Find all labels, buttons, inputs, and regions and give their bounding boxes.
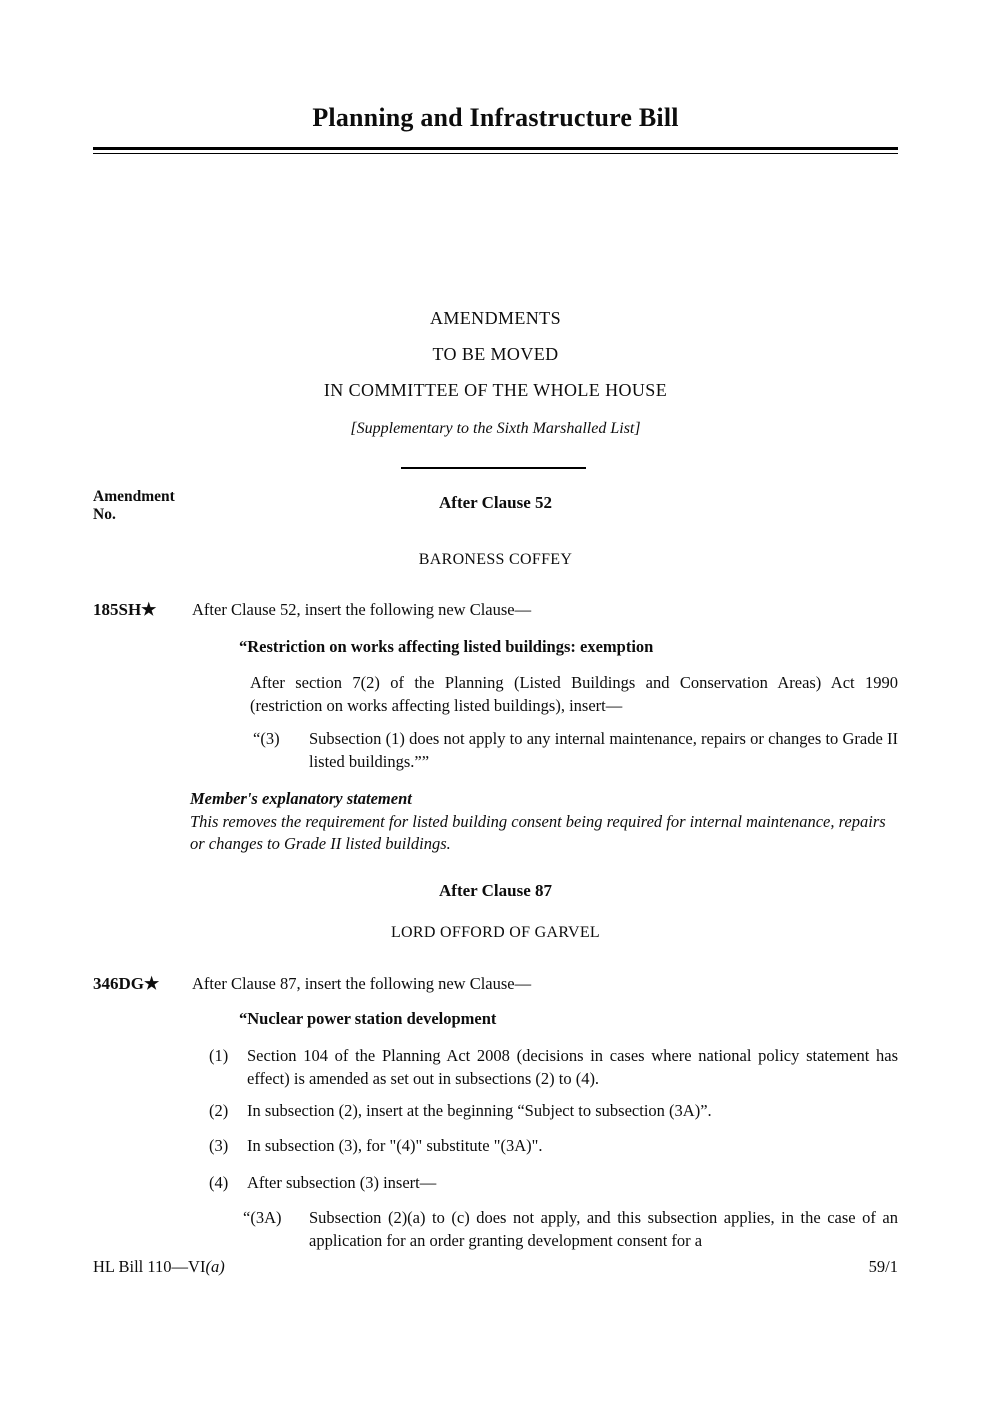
page-footer	[93, 1257, 898, 1277]
bill-reference-main: HL Bill 110—VI	[93, 1257, 206, 1276]
subsection-3-text: Subsection (1) does not apply to any internal maintenance, repairs or changes to Grade II listed buildings.””	[309, 729, 898, 771]
nuclear-item-1-text: Section 104 of the Planning Act 2008 (decisions in cases where national policy statement has effect) is amended as set out in subsections (2) to (4).	[247, 1046, 898, 1088]
nuclear-item-1-number: (1)	[209, 1046, 229, 1065]
header-committee: IN COMMITTEE OF THE WHOLE HOUSE	[323, 380, 668, 400]
header-amendments: AMENDMENTS	[429, 308, 561, 328]
amendment-346dg-instruction: After Clause 87, insert the following new Clause—	[192, 974, 532, 993]
amendment-185sh-subsection	[93, 727, 898, 773]
amendment-185sh-body: After section 7(2) of the Planning (Listed Buildings and Conservation Areas) Act 1990 (restriction on works affecting listed buildings), insert—	[250, 673, 898, 715]
explanatory-statement-text: This removes the requirement for listed building consent being required for internal maintenance, repairs or changes to Grade II listed buildings.	[190, 812, 886, 853]
amendment-no-margin-label	[93, 488, 175, 523]
title-double-rule	[93, 147, 898, 154]
subsection-3-number: “(3)	[253, 729, 280, 748]
new-clause-title-listed-buildings: “Restriction on works affecting listed buildings: exemption	[239, 637, 654, 656]
section-divider-rule	[401, 467, 586, 469]
subsection-3a-number: “(3A)	[243, 1208, 282, 1227]
nuclear-item-3-number: (3)	[209, 1136, 229, 1155]
mover-lord-offord: LORD OFFORD OF GARVEL	[390, 924, 601, 941]
page-number: 59/1	[868, 1257, 898, 1276]
amendment-label-line2: No.	[93, 505, 116, 523]
amendment-185sh-row	[93, 600, 898, 620]
header-to-be-moved: TO BE MOVED	[432, 344, 559, 364]
after-clause-52-row	[93, 488, 898, 523]
nuclear-item-1	[93, 1044, 898, 1090]
nuclear-item-3-text: In subsection (3), for "(4)" substitute "(3A)".	[247, 1136, 543, 1155]
amendment-346dg-number: 346DG★	[93, 974, 160, 993]
mover-baroness-coffey: BARONESS COFFEY	[418, 551, 573, 568]
bill-reference-suffix: (a)	[205, 1257, 225, 1276]
nuclear-item-4-text: After subsection (3) insert—	[247, 1173, 437, 1192]
after-clause-87-heading: After Clause 87	[439, 881, 552, 900]
nuclear-item-4	[93, 1171, 898, 1194]
header-marshalled-list-note: [Supplementary to the Sixth Marshalled List]	[350, 420, 641, 437]
amendment-185sh-instruction: After Clause 52, insert the following new Clause—	[192, 600, 532, 619]
after-clause-52-heading: After Clause 52	[439, 493, 552, 512]
new-clause-title-nuclear: “Nuclear power station development	[239, 1009, 497, 1028]
nuclear-item-4-number: (4)	[209, 1173, 229, 1192]
amendment-346dg-subsection	[93, 1206, 898, 1252]
nuclear-item-2-text: In subsection (2), insert at the beginning “Subject to subsection (3A)”.	[247, 1101, 712, 1120]
nuclear-item-2	[93, 1099, 898, 1122]
subsection-3a-text: Subsection (2)(a) to (c) does not apply, and this subsection applies, in the case of an application for an order granting development consent for a	[309, 1208, 898, 1250]
amendment-label-line1: Amendment	[93, 488, 175, 505]
bill-reference	[93, 1257, 225, 1277]
explanatory-statement-heading: Member's explanatory statement	[190, 789, 412, 808]
after-clause-87-row	[93, 881, 898, 901]
page-title: Planning and Infrastructure Bill	[312, 103, 679, 132]
nuclear-item-2-number: (2)	[209, 1101, 229, 1120]
amendment-185sh-number: 185SH★	[93, 600, 157, 619]
amendment-346dg-row	[93, 974, 898, 994]
nuclear-item-3	[93, 1134, 898, 1157]
